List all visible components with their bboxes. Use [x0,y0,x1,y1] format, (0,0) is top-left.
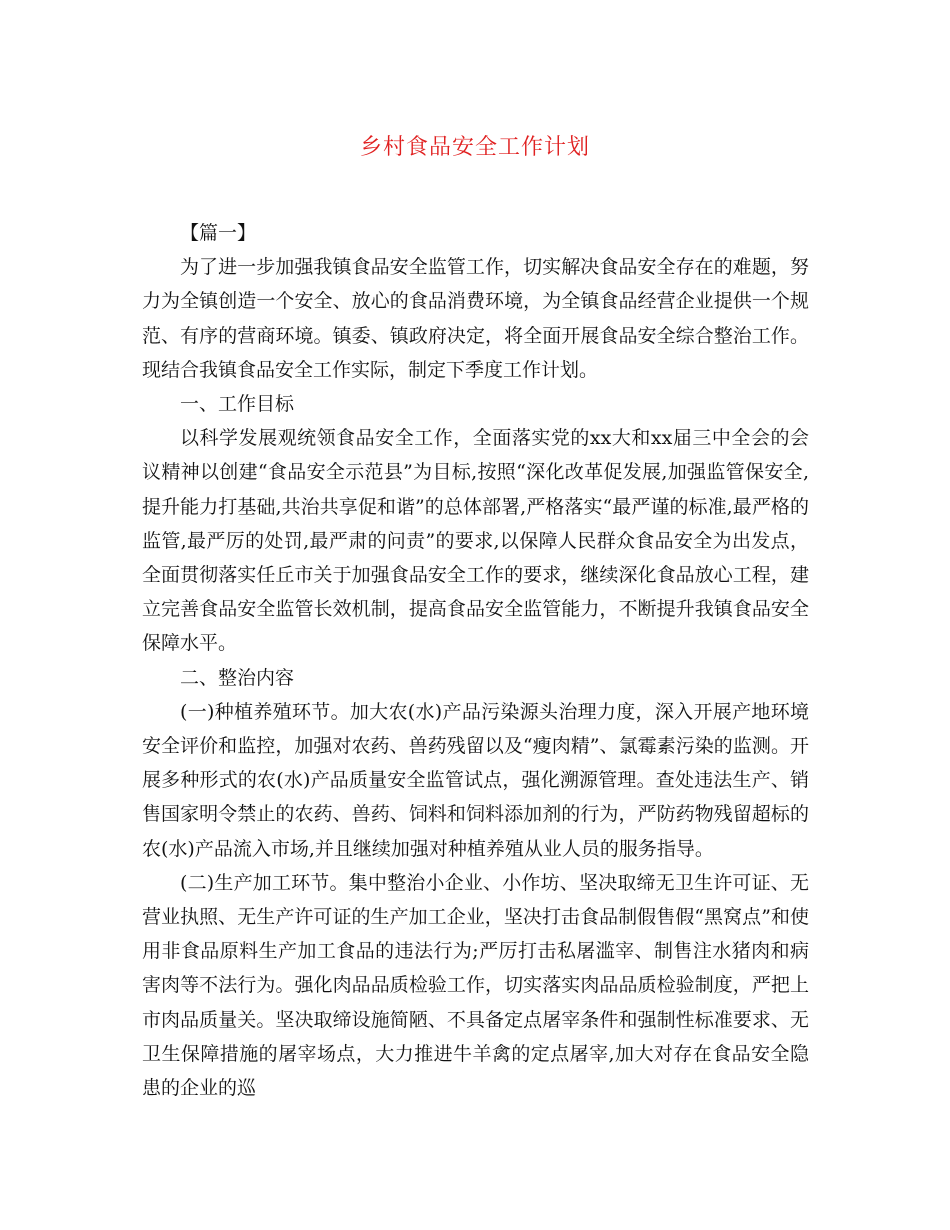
document-body [142,216,809,1105]
paragraph-goals: 以科学发展观统领食品安全工作，全面落实党的xx大和xx届三中全会的会议精神以创建“食品安全示范县”为目标,按照“深化改革促发展,加强监管保安全,提升能力打基础,共治共享促和谐”的总体部署,严格落实“最严谨的标准,最严格的监管,最严厉的处罚,最严肃的问责”的要求,以保障人民群众食品安全为出发点，全面贯彻落实任丘市关于加强食品安全工作的要求，继续深化食品放心工程，建立完善食品安全监管长效机制，提高食品安全监管能力，不断提升我镇食品安全保障水平。 [142,427,809,655]
paragraph-production-processing: (二)生产加工环节。集中整治小企业、小作坊、坚决取缔无卫生许可证、无营业执照、无生产许可证的生产加工企业，坚决打击食品制假售假“黑窝点”和使用非食品原料生产加工食品的违法行为;严厉打击私屠滥宰、制售注水猪肉和病害肉等不法行为。强化肉品品质检验工作，切实落实肉品品质检验制度，严把上市肉品质量关。坚决取缔设施简陋、不具备定点屠宰条件和强制性标准要求、无卫生保障措施的屠宰场点，大力推进牛羊禽的定点屠宰,加大对存在食品安全隐患的企业的巡 [142,871,809,1100]
section-label: 【篇一】 [180,222,257,244]
paragraph-intro: 为了进一步加强我镇食品安全监管工作，切实解决食品安全存在的难题，努力为全镇创造一个安全、放心的食品消费环境，为全镇食品经营企业提供一个规范、有序的营商环境。镇委、镇政府决定，将全面开展食品安全综合整治工作。现结合我镇食品安全工作实际，制定下季度工作计划。 [142,256,809,381]
document-title: 乡村食品安全工作计划 [359,135,590,160]
heading-rectification-content: 二、整治内容 [180,666,295,689]
paragraph-planting-breeding: (一)种植养殖环节。加大农(水)产品污染源头治理力度，深入开展产地环境安全评价和监控，加强对农药、兽药残留以及“瘦肉精”、氯霉素污染的监测。开展多种形式的农(水)产品质量安全监管试点，强化溯源管理。查处违法生产、销售国家明令禁止的农药、兽药、饲料和饲料添加剂的行为，严防药物残留超标的农(水)产品流入市场,并且继续加强对种植养殖从业人员的服务指导。 [142,700,809,860]
heading-work-goals: 一、工作目标 [180,393,295,416]
